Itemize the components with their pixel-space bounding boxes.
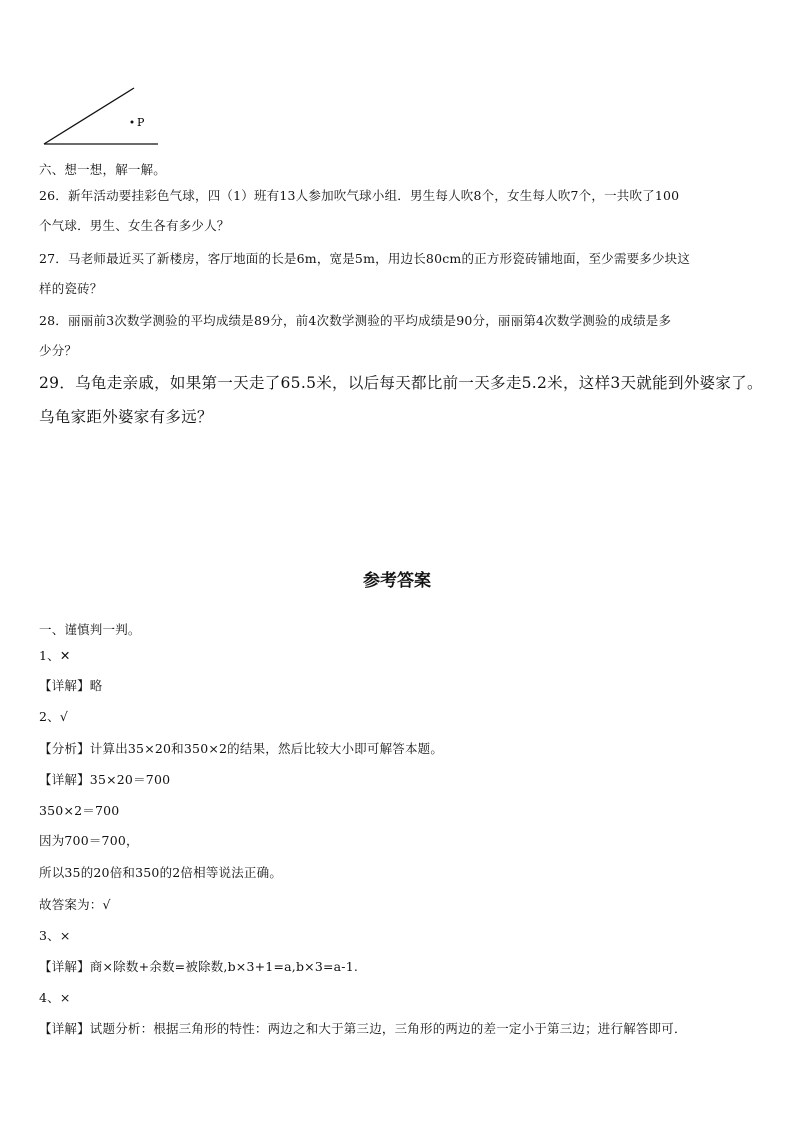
answers-title: 参考答案	[363, 571, 431, 591]
answer3-detail: 【详解】商×除数+余数=被除数,b×3+1=a,b×3=a-1.	[39, 959, 359, 974]
q29-line1: 29．乌龟走亲戚，如果第一天走了65.5米，以后每天都比前一天多走5.2米，这样3天就能到外婆家了。	[39, 374, 763, 392]
point-p-dot	[131, 121, 134, 124]
answer1-detail: 【详解】略	[39, 678, 103, 693]
q26-line1: 26．新年活动要挂彩色气球，四（1）班有13人参加吹气球小组．男生每人吹8个，女生每人吹7个，一共吹了100	[39, 188, 680, 203]
answer2-detail: 【详解】35×20＝700	[39, 772, 171, 787]
answer4-mark: 4、×	[39, 990, 71, 1005]
q27-line2: 样的瓷砖？	[39, 281, 103, 296]
answer2-analysis: 【分析】计算出35×20和350×2的结果，然后比较大小即可解答本题。	[39, 741, 444, 756]
answer2-mark: 2、√	[39, 709, 69, 724]
answers-section1-heading: 一、谨慎判一判。	[39, 622, 141, 637]
q27-line1: 27．马老师最近买了新楼房，客厅地面的长是6m，宽是5m，用边长80cm的正方形瓷砖铺地面，至少需要多少块这	[39, 251, 691, 266]
answer2-line5: 故答案为：√	[39, 897, 111, 912]
q28-line1: 28．丽丽前3次数学测验的平均成绩是89分，前4次数学测验的平均成绩是90分，丽丽第4次数学测验的成绩是多	[39, 313, 672, 328]
angle-ray-upper	[44, 88, 134, 144]
section6-heading: 六、想一想，解一解。	[39, 162, 167, 177]
angle-figure	[40, 84, 160, 150]
answer4-detail: 【详解】试题分析：根据三角形的特性：两边之和大于第三边，三角形的两边的差一定小于第三边；进行解答即可．	[39, 1021, 687, 1036]
q29-line2: 乌龟家距外婆家有多远？	[39, 408, 213, 426]
answer2-line2: 350×2＝700	[39, 803, 120, 818]
answer1-mark: 1、✕	[39, 648, 71, 663]
answer2-line4: 所以35的20倍和350的2倍相等说法正确。	[39, 865, 283, 880]
answer2-line3: 因为700＝700，	[39, 833, 139, 848]
q26-line2: 个气球．男生、女生各有多少人？	[39, 218, 230, 233]
point-p-label: P	[137, 116, 145, 129]
q28-line2: 少分？	[39, 343, 78, 358]
answer3-mark: 3、×	[39, 928, 71, 943]
